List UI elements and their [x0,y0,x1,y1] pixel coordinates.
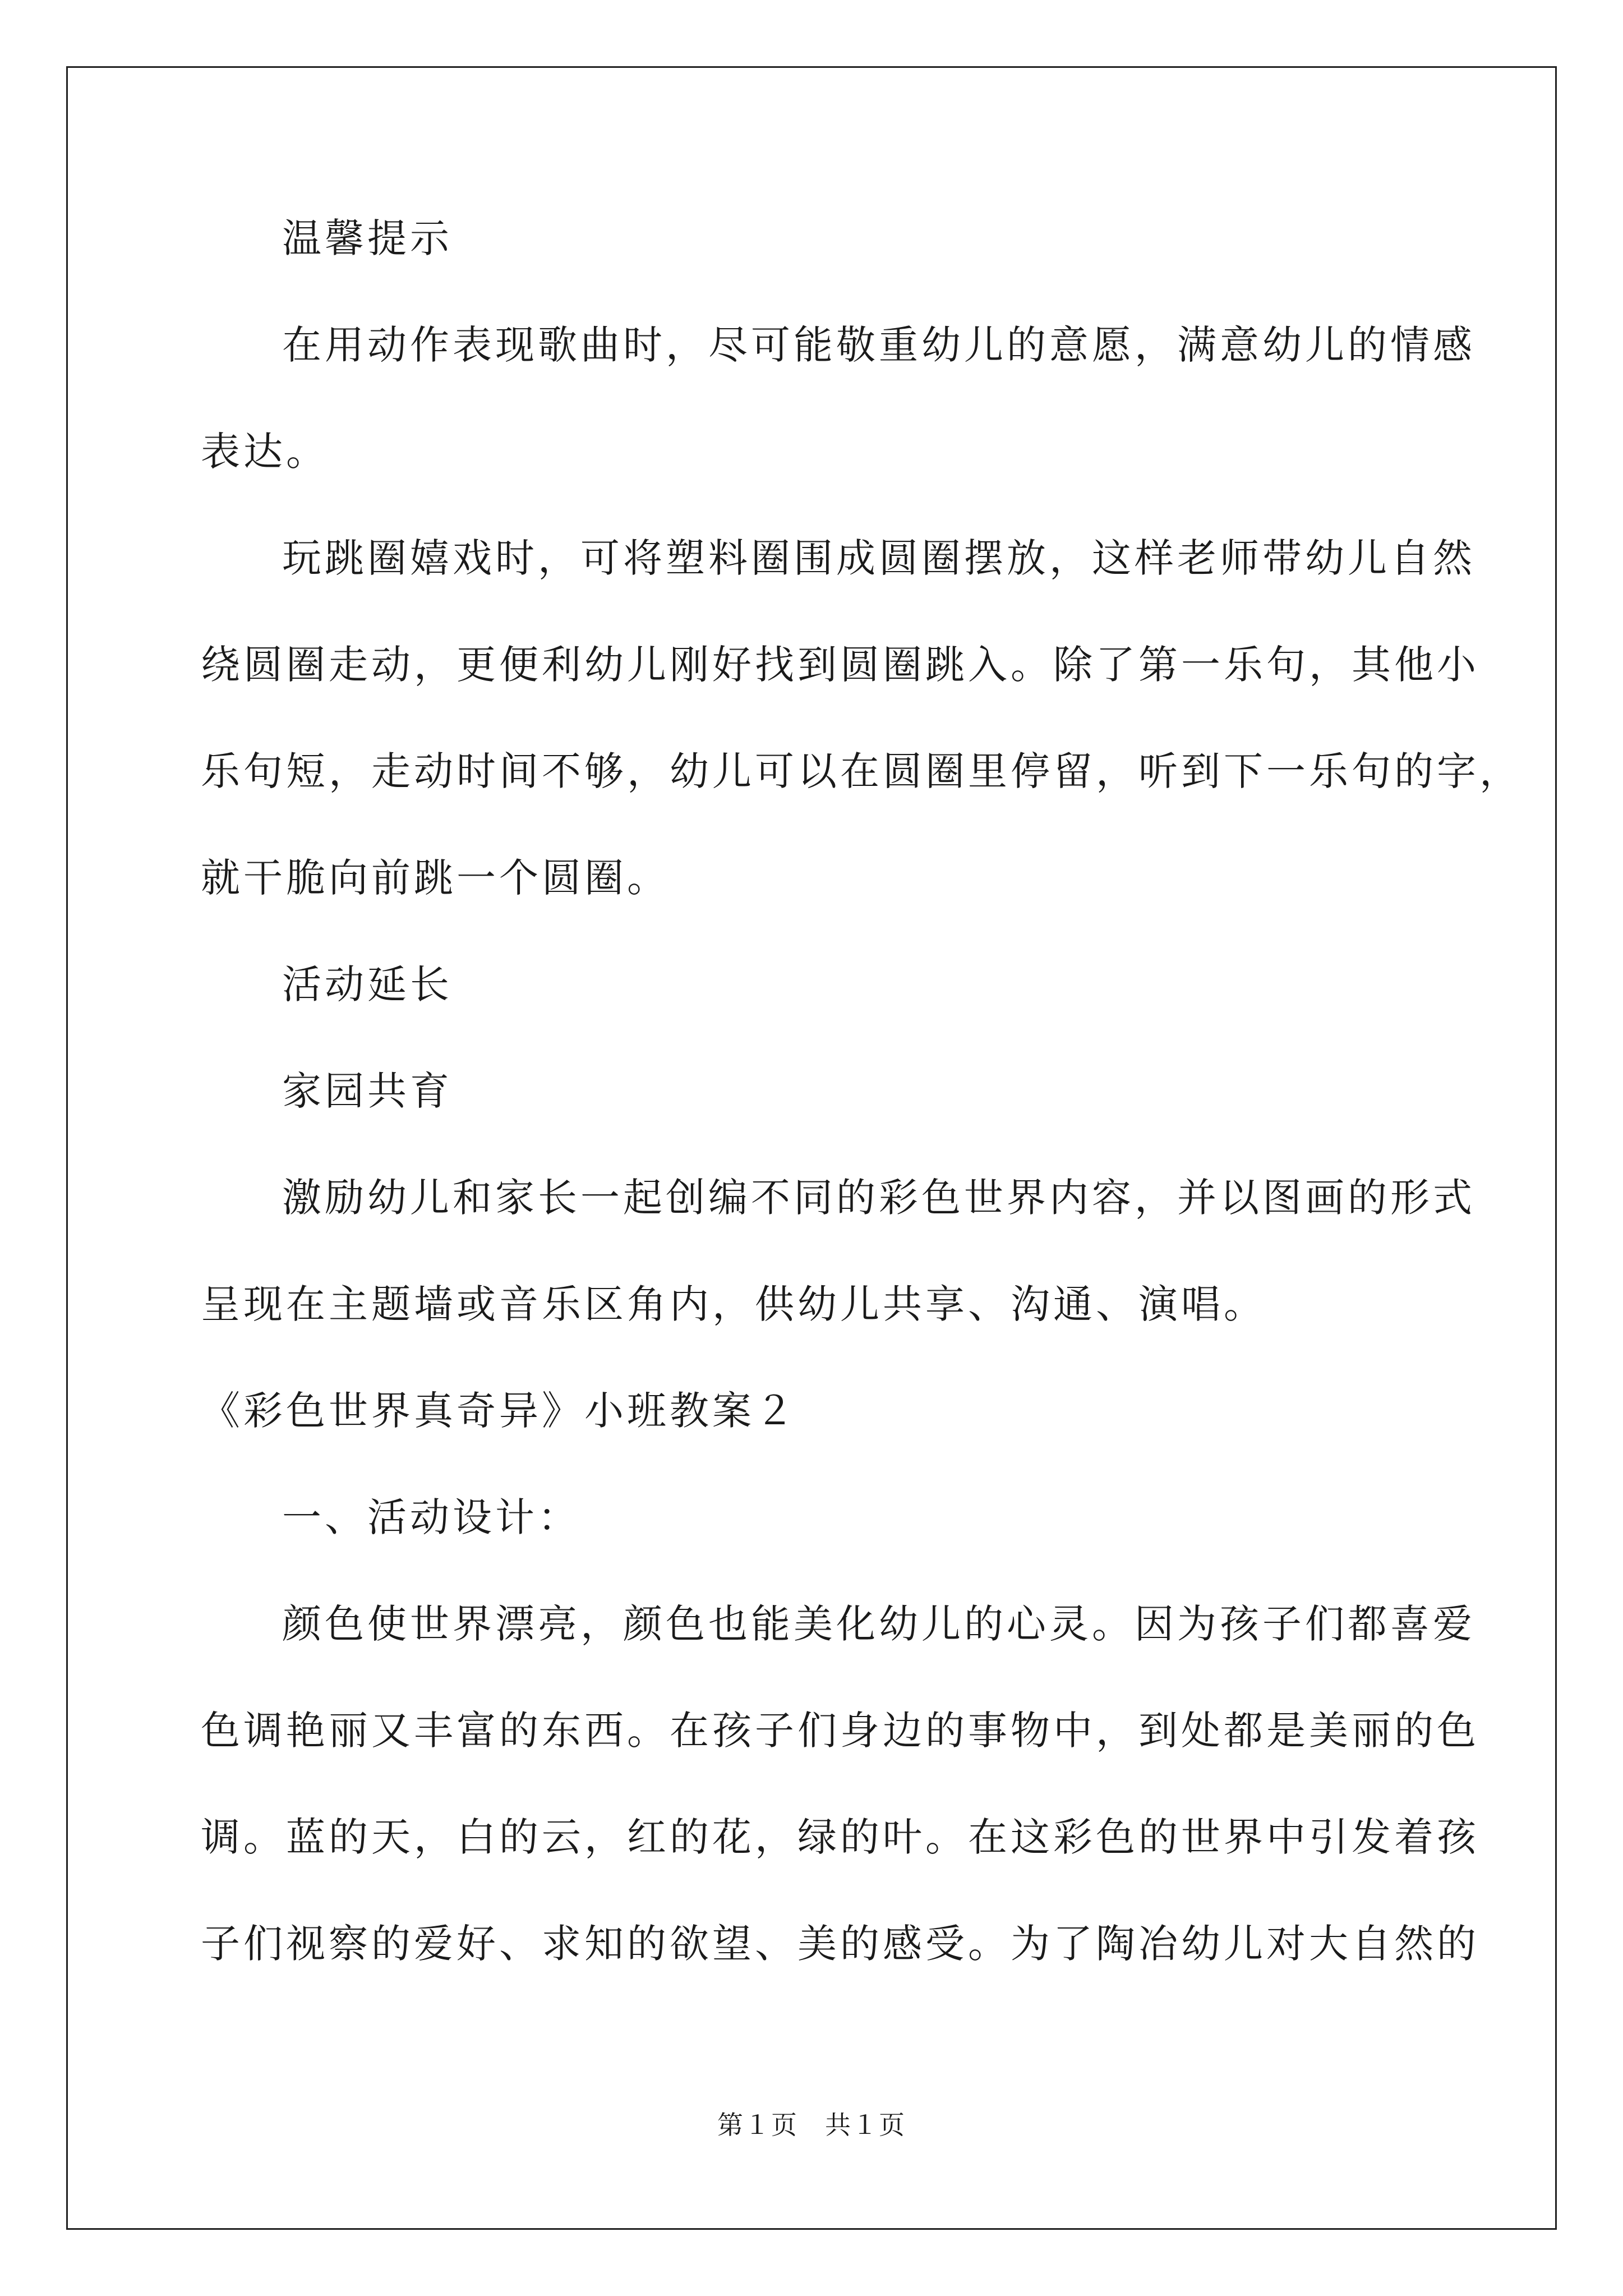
text-line: 色调艳丽又丰富的东西。在孩子们身边的事物中，到处都是美丽的色 [201,1708,1479,1754]
paragraph [201,1066,1463,1172]
text-line: 温馨提示 [282,215,453,261]
text-line: 就干脆向前跳一个圆圈。 [201,855,670,901]
paragraph [201,213,1463,320]
paragraph [201,1386,1463,1492]
paragraph [201,959,1463,1066]
text-line: 《彩色世界真奇异》小班教案２ [201,1388,797,1434]
page-number: 第１页 [717,2110,798,2140]
text-line: 乐句短，走动时间不够，幼儿可以在圆圈里停留，听到下一乐句的字， [201,748,1522,794]
paragraph [201,533,1522,959]
text-line: 颜色使世界漂亮，颜色也能美化幼儿的心灵。因为孩子们都喜爱 [282,1601,1476,1647]
text-line: 活动延长 [282,961,453,1007]
text-line: 子们视察的爱好、求知的欲望、美的感受。为了陶冶幼儿对大自然的 [201,1921,1479,1967]
text-line: 激励幼儿和家长一起创编不同的彩色世界内容，并以图画的形式 [282,1175,1476,1221]
text-line: 玩跳圈嬉戏时，可将塑料圈围成圆圈摆放，这样老师带幼儿自然 [282,535,1476,581]
paragraph [201,1599,1479,2025]
paragraph [201,1492,1463,1599]
page-total: 共１页 [825,2110,906,2140]
text-line: 绕圆圈走动，更便利幼儿刚好找到圆圈跳入。除了第一乐句，其他小 [201,642,1479,688]
page-footer [0,2105,1623,2142]
text-line: 一、活动设计： [282,1494,580,1540]
text-line: 表达。 [201,429,329,475]
text-line: 在用动作表现歌曲时，尽可能敬重幼儿的意愿，满意幼儿的情感 [282,322,1476,368]
text-line: 家园共育 [282,1068,453,1114]
text-line: 调。蓝的天，白的云，红的花，绿的叶。在这彩色的世界中引发着孩 [201,1814,1479,1860]
document-body [201,213,1522,2025]
paragraph [201,1172,1476,1386]
text-line: 呈现在主题墙或音乐区角内，供幼儿共享、沟通、演唱。 [201,1281,1266,1327]
paragraph [201,320,1476,533]
